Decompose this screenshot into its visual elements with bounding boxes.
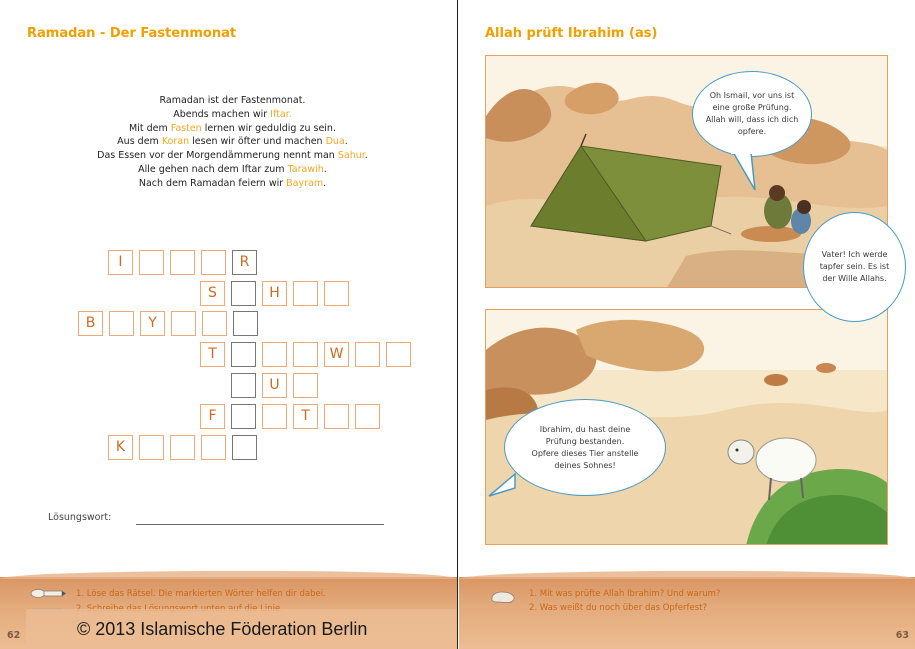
crossword-cell[interactable] <box>293 281 318 306</box>
poem-line: Das Essen vor der Morgendämmerung nennt man Sahur. <box>97 150 368 162</box>
poem-line: Abends machen wir Iftar. <box>173 108 292 120</box>
page-number-right: 63 <box>895 630 909 641</box>
poem <box>20 94 445 191</box>
poem-line: Ramadan ist der Fastenmonat. <box>159 95 306 106</box>
crossword-cell[interactable]: T <box>293 404 318 429</box>
right-page-title: Allah prüft Ibrahim (as) <box>485 26 658 41</box>
crossword-solution-cell[interactable] <box>231 342 256 367</box>
speech-bubble-ibrahim <box>692 71 812 157</box>
bubble-tail <box>729 150 759 195</box>
copyright-watermark: © 2013 Islamische Föderation Berlin <box>26 609 456 649</box>
poem-line: Alle gehen nach dem Iftar zum Tarawih. <box>138 163 327 175</box>
bubble-line: Ibrahim, du hast deine <box>539 424 631 434</box>
crossword-cell[interactable]: W <box>324 342 349 367</box>
speech-bubble-allah <box>504 399 666 496</box>
crossword-cell[interactable] <box>201 435 226 460</box>
crossword-cell[interactable]: K <box>108 435 133 460</box>
crossword-cell[interactable]: Y <box>140 311 165 336</box>
crossword-solution-cell[interactable]: R <box>232 250 257 275</box>
crossword-cell[interactable] <box>170 250 195 275</box>
bubble-line: eine große Prüfung. <box>712 103 792 112</box>
footer-band-right <box>459 577 915 649</box>
crossword-cell[interactable]: B <box>78 311 103 336</box>
task-1: 1. Löse das Rätsel. Die markierten Wörter helfen dir dabei. <box>76 589 326 599</box>
crossword-solution-cell[interactable] <box>231 404 256 429</box>
crossword-cell[interactable] <box>293 373 318 398</box>
crossword-cell[interactable] <box>262 404 287 429</box>
crossword-cell[interactable] <box>139 250 164 275</box>
poem-line: Mit dem Fasten lernen wir geduldig zu sein. <box>129 122 336 134</box>
crossword-cell[interactable] <box>171 311 196 336</box>
crossword-cell[interactable] <box>170 435 195 460</box>
solution-line[interactable] <box>136 524 384 525</box>
crossword-cell[interactable] <box>139 435 164 460</box>
crossword-cell[interactable] <box>355 404 380 429</box>
page-number-left: 62 <box>7 630 21 641</box>
left-page-title: Ramadan - Der Fastenmonat <box>27 26 237 41</box>
crossword-cell[interactable] <box>355 342 380 367</box>
bubble-line: tapfer sein. Es ist <box>819 262 890 271</box>
crossword-cell[interactable] <box>262 342 287 367</box>
crossword-cell[interactable] <box>202 311 227 336</box>
bubble-line: Oh Ismail, vor uns ist <box>709 91 795 100</box>
right-page <box>459 0 915 649</box>
bubble-line: Vater! Ich werde <box>821 250 888 259</box>
crossword-cell[interactable] <box>386 342 411 367</box>
crossword-cell[interactable]: S <box>200 281 225 306</box>
task-1: 1. Mit was prüfte Allah Ibrahim? Und warum? <box>529 589 721 599</box>
speech-bubble-ismail <box>803 212 906 322</box>
crossword-cell[interactable]: T <box>200 342 225 367</box>
bubble-line: der Wille Allahs. <box>822 274 887 283</box>
bubble-tail <box>487 470 517 500</box>
bubble-line: Opfere dieses Tier anstelle <box>531 448 639 458</box>
poem-line: Aus dem Koran lesen wir öfter und machen Dua. <box>117 136 348 148</box>
crossword-solution-cell[interactable] <box>231 373 256 398</box>
bubble-line: Prüfung bestanden. <box>545 436 625 446</box>
crossword-cell[interactable]: I <box>108 250 133 275</box>
crossword-cell[interactable] <box>293 342 318 367</box>
poem-line: Nach dem Ramadan feiern wir Bayram. <box>138 177 327 189</box>
crossword-solution-cell[interactable] <box>233 311 258 336</box>
crossword-cell[interactable]: F <box>200 404 225 429</box>
crossword-cell[interactable]: U <box>262 373 287 398</box>
pencil-icon <box>30 589 66 598</box>
crossword-cell[interactable] <box>324 404 349 429</box>
crossword-cell[interactable]: H <box>262 281 287 306</box>
crossword-cell[interactable] <box>201 250 226 275</box>
crossword-cell[interactable] <box>324 281 349 306</box>
solution-label: Lösungswort: <box>48 512 112 523</box>
crossword-cell[interactable] <box>109 311 134 336</box>
task-2: 2. Was weißt du noch über das Opferfest? <box>529 603 708 613</box>
bubble-line: deines Sohnes! <box>554 460 616 470</box>
stone-icon <box>490 590 516 604</box>
crossword-solution-cell[interactable] <box>231 281 256 306</box>
bubble-line: Allah will, dass ich dich <box>705 115 799 124</box>
bubble-line: opfere. <box>737 127 767 136</box>
crossword-solution-cell[interactable] <box>232 435 257 460</box>
